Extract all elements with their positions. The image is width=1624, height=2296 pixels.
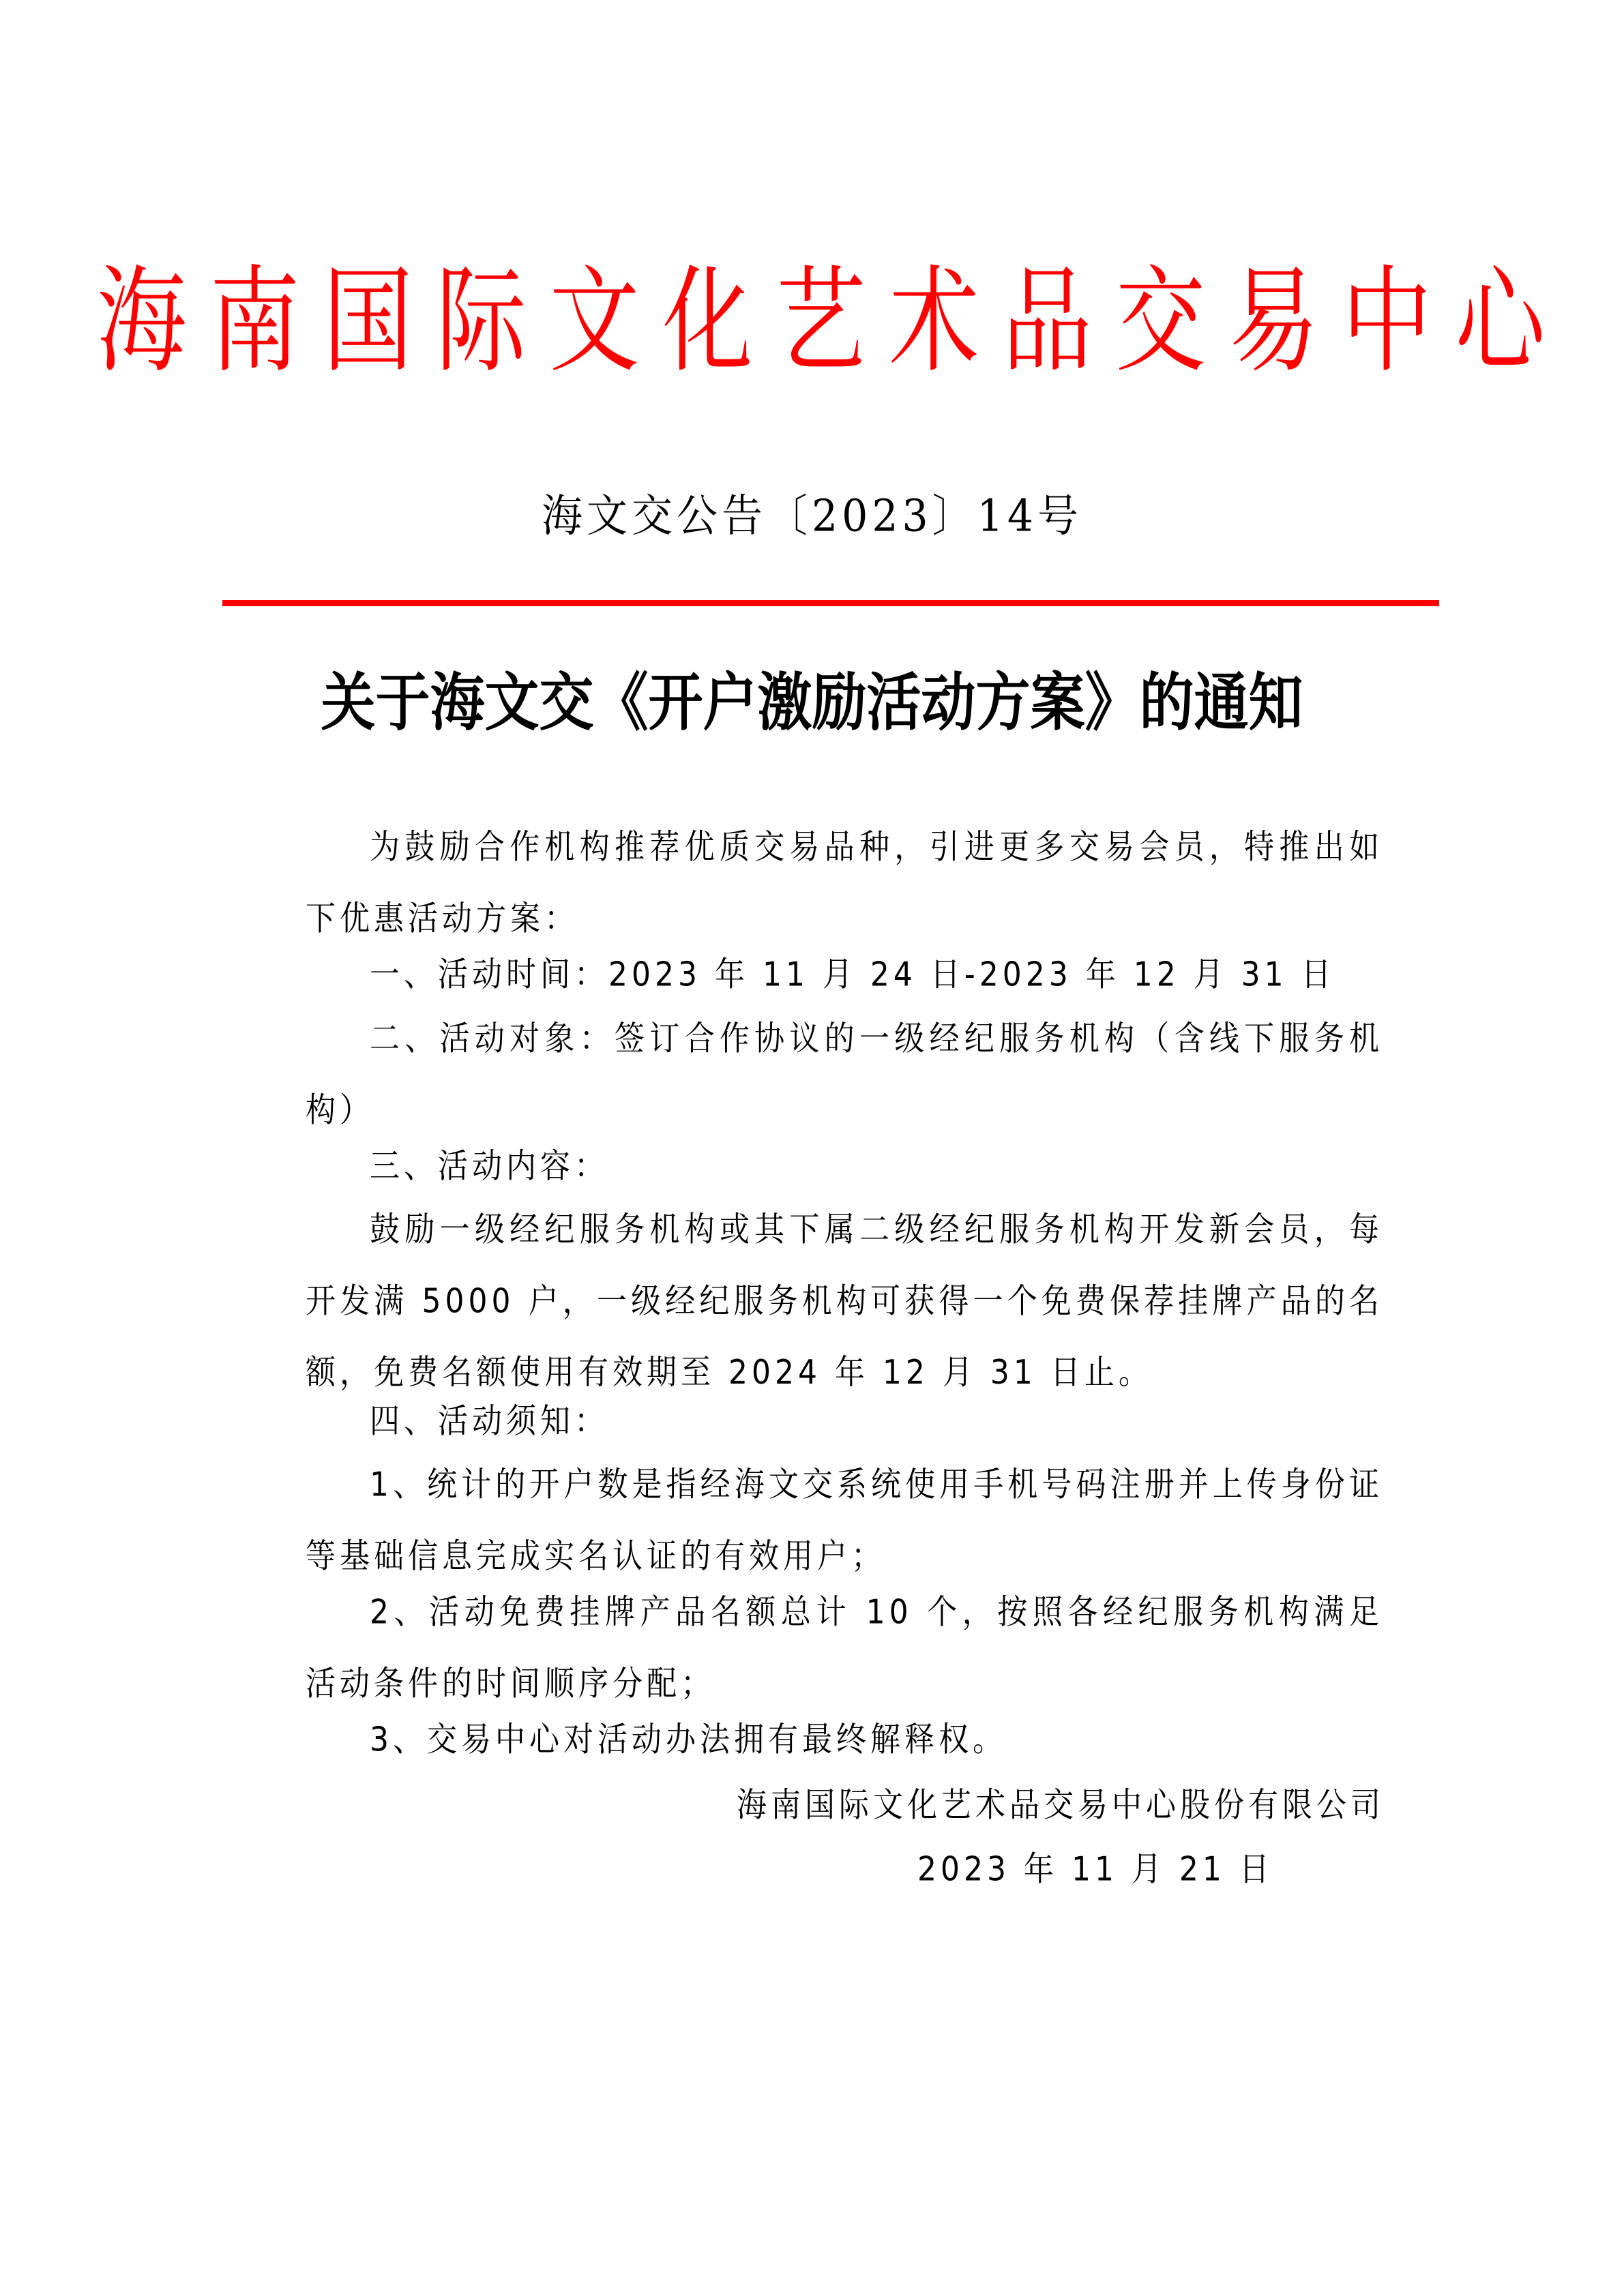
notice-body (306, 811, 1383, 1768)
red-divider-rule (222, 600, 1439, 606)
notice-title: 关于海文交《开户激励活动方案》的通知 (321, 665, 1303, 740)
note-item: 2、活动免费挂牌产品名额总计 10 个，按照各经纪服务机构满足活动条件的时间顺序分配； (306, 1592, 1383, 1703)
masthead-title: 海南国际文化艺术品交易中心 (96, 254, 1569, 389)
section-activity-content-heading: 三、活动内容： (370, 1146, 608, 1186)
note-item: 1、统计的开户数是指经海文交系统使用手机号码注册并上传身份证等基础信息完成实名认证的有效用户； (306, 1465, 1383, 1576)
section-activity-time: 一、活动时间：2023 年 11 月 24 日-2023 年 12 月 31 日 (370, 955, 1335, 994)
signature-company: 海南国际文化艺术品交易中心股份有限公司 (737, 1785, 1385, 1825)
signature-block (682, 1770, 1385, 1897)
section-activity-content: 鼓励一级经纪服务机构或其下属二级经纪服务机构开发新会员，每开发满 5000 户，一级经纪服务机构可获得一个免费保荐挂牌产品的名额，免费名额使用有效期至 2024 年 12 月 31 日止。 (306, 1210, 1383, 1392)
document-number: 海文交公告〔2023〕14号 (541, 490, 1083, 542)
signature-date: 2023 年 11 月 21 日 (917, 1849, 1273, 1889)
intro-paragraph: 为鼓励合作机构推荐优质交易品种，引进更多交易会员，特推出如下优惠活动方案： (306, 827, 1383, 938)
note-item: 3、交易中心对活动办法拥有最终解释权。 (370, 1720, 1007, 1759)
section-notes-heading: 四、活动须知： (370, 1401, 608, 1441)
section-activity-target: 二、活动对象：签订合作协议的一级经纪服务机构（含线下服务机构） (306, 1019, 1383, 1129)
